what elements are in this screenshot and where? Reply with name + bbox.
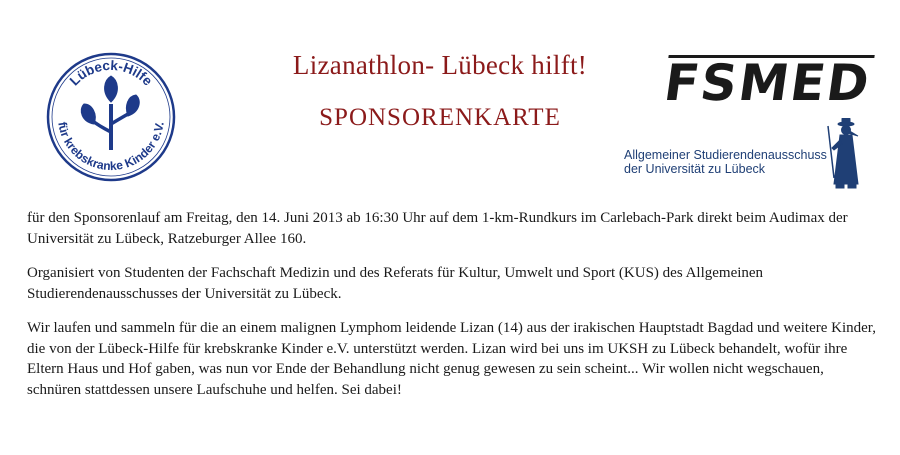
fsmed-logo: FSMED: [660, 54, 875, 112]
asta-line-1: Allgemeiner Studierendenausschuss: [624, 148, 827, 162]
tree-icon: [81, 76, 139, 150]
logo-bottom-text: für krebskranke Kinder e.V.: [55, 120, 167, 174]
body-text: [27, 208, 877, 414]
plague-doctor-icon: [822, 118, 866, 190]
asta-logo-text: [624, 148, 827, 176]
paragraph-cause: Wir laufen und sammeln für die an einem malignen Lymphom leidende Lizan (14) aus der irakischen Hauptstadt Bagdad und weitere Kinder, die von der Lübeck-Hilfe für krebskranke Kinder e.V. unterstützt werden. Lizan wird bei uns im UKSH zu Lübeck behandelt, wofür ihre Eltern Haus und Hof gaben, was nun vor Ende der Behandlung nicht genug gewesen zu sein scheint... Wir wollen nicht wegschauen, schnüren stattdessen unsere Laufschuhe und helfen. Sei dabei!: [27, 320, 876, 398]
luebeck-hilfe-logo: [46, 52, 176, 182]
asta-line-2: der Universität zu Lübeck: [624, 162, 766, 176]
paragraph-event-details: für den Sponsorenlauf am Freitag, den 14. Juni 2013 ab 16:30 Uhr auf dem 1-km-Rundkurs im Carlebach-Park direkt beim Audimax der Universität zu Lübeck, Ratzeburger Allee 160.: [27, 210, 848, 247]
logo-top-text: Lübeck-Hilfe: [66, 57, 156, 89]
page-title: Lizanathlon- Lübeck hilft!: [292, 50, 588, 80]
page-subtitle: SPONSORENKARTE: [319, 104, 561, 131]
paragraph-organizers: Organisiert von Studenten der Fachschaft Medizin und des Referats für Kultur, Umwelt und Sport (KUS) des Allgemeinen Studierendenausschusses der Universität zu Lübeck.: [27, 265, 764, 302]
